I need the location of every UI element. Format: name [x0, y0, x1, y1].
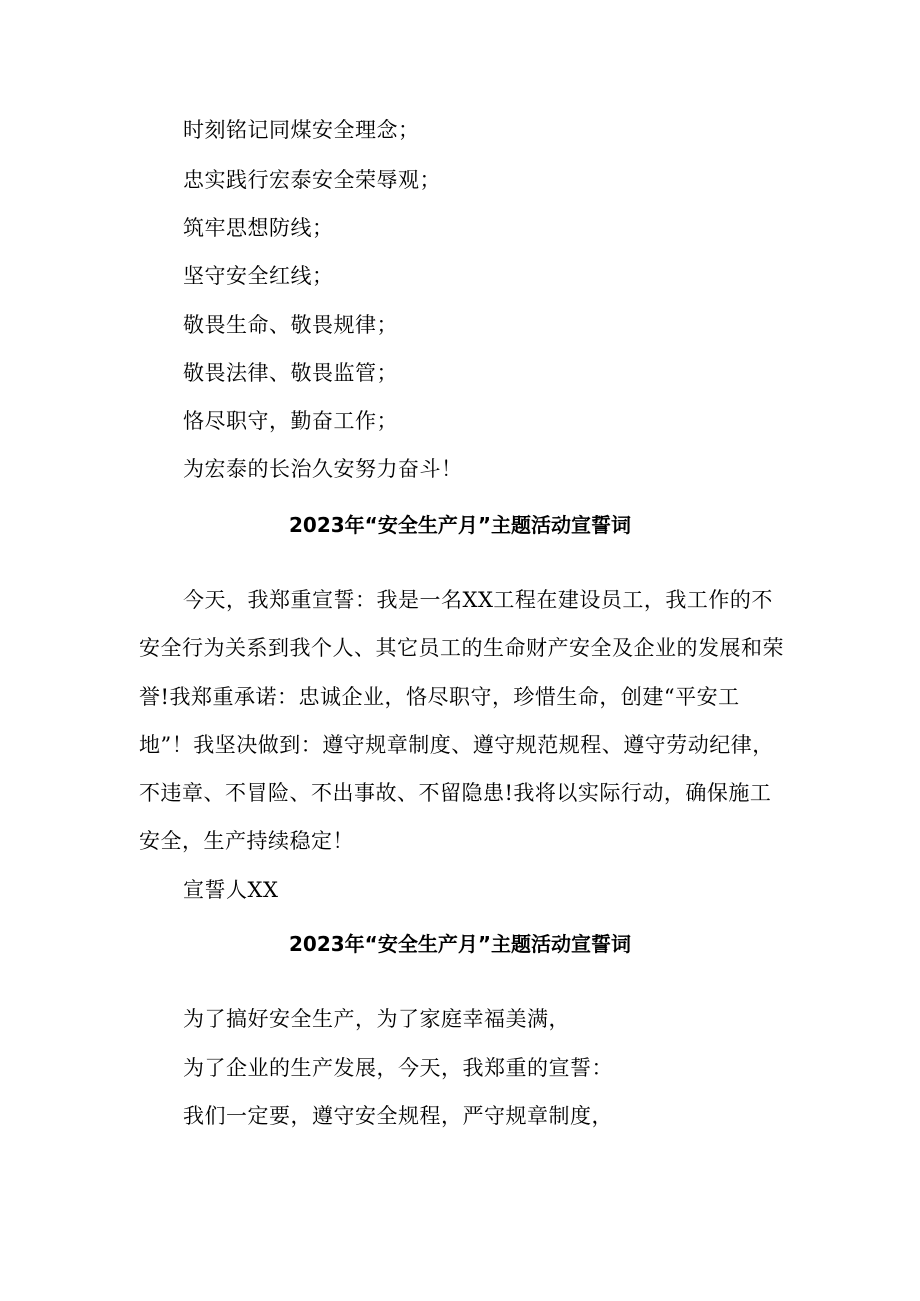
section-title: 2023年“安全生产月”主题活动宣誓词: [289, 513, 631, 537]
oath-line: 筑牢思想防线；: [183, 216, 334, 240]
paragraph-line: 誉!我郑重承诺：忠诚企业，恪尽职守，珍惜生命，创建“平安工: [139, 685, 740, 709]
paragraph-line: 今天，我郑重宣誓：我是一名XX工程在建设员工，我工作的不: [183, 588, 773, 612]
paragraph-line: 地”！我坚决做到：遵守规章制度、遵守规范规程、遵守劳动纪律，: [139, 733, 774, 757]
oath-line: 为了搞好安全生产，为了家庭幸福美满，: [183, 1007, 570, 1031]
oath-line: 我们一定要，遵守安全规程，严守规章制度，: [183, 1104, 613, 1128]
oath-line: 恪尽职守，勤奋工作；: [183, 409, 398, 433]
oath-line: 忠实践行宏泰安全荣辱观；: [183, 168, 441, 192]
paragraph-line: 不违章、不冒险、不出事故、不留隐患!我将以实际行动，确保施工: [139, 781, 772, 805]
oath-line: 坚守安全红线；: [183, 264, 334, 288]
oath-line: 敬畏生命、敬畏规律；: [183, 313, 398, 337]
oath-line: 为宏泰的长治久安努力奋斗！: [183, 457, 463, 481]
oath-line: 为了企业的生产发展，今天，我郑重的宣誓：: [183, 1056, 613, 1080]
paragraph-line: 安全，生产持续稳定！: [139, 829, 354, 853]
signature-line: 宣誓人XX: [183, 878, 279, 902]
oath-line: 敬畏法律、敬畏监管；: [183, 361, 398, 385]
section-title: 2023年“安全生产月”主题活动宣誓词: [289, 932, 631, 956]
paragraph-line: 安全行为关系到我个人、其它员工的生命财产安全及企业的发展和荣: [139, 636, 784, 660]
oath-line: 时刻铭记同煤安全理念；: [183, 118, 420, 142]
